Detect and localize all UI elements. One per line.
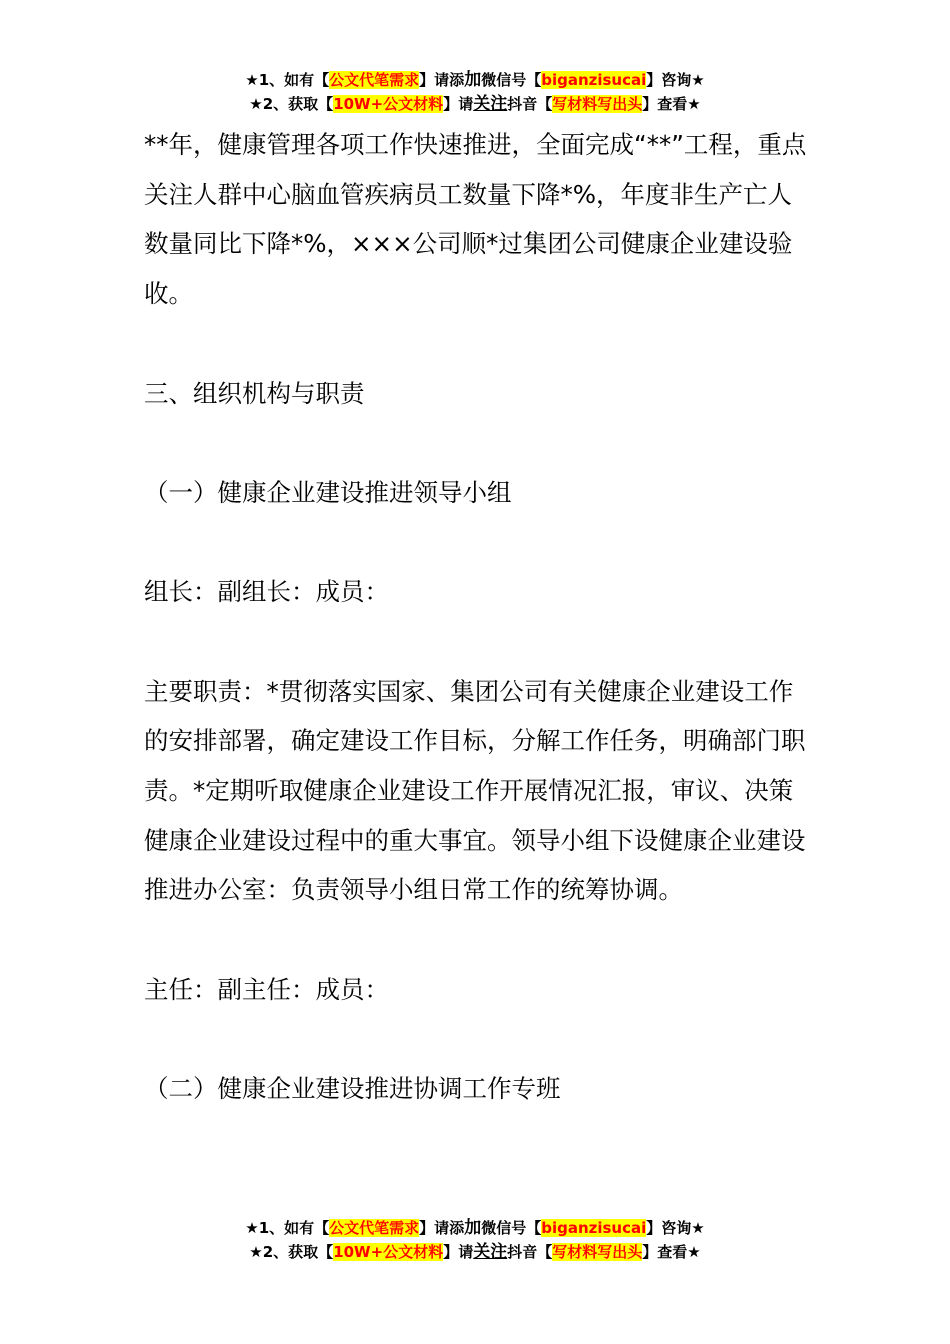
promo-line-1 (0, 68, 950, 92)
promo-wechat-id: biganzisucai (541, 71, 647, 89)
promo-text: 微信号【 (481, 1219, 542, 1237)
promo-highlight: 公文代笔需求 (329, 71, 420, 89)
promo-line-2 (0, 1240, 950, 1264)
paragraph-summary: **年，健康管理各项工作快速推进，全面完成“**”工程，重点关注人群中心脑血管疾病员工数量下降*%，年度非生产亡人数量同比下降*%，×××公司顺*过集团公司健康企业建设验收。 (144, 130, 807, 309)
promo-text: 微信号【 (481, 71, 542, 89)
promo-text: 】请添 (419, 71, 465, 89)
section-heading-organization: 三、组织机构与职责 (144, 378, 365, 408)
paragraph-group-members: 组长：副组长：成员： (144, 577, 389, 607)
promo-highlight: 10W+公文材料 (333, 1243, 444, 1261)
header-promo-banner (0, 68, 950, 116)
promo-text: 】请添 (419, 1219, 465, 1237)
promo-text: 抖音【 (507, 1243, 553, 1261)
paragraph-main-duties: 主要职责：*贯彻落实国家、集团公司有关健康企业建设工作的安排部署，确定建设工作目标，分解工作任务，明确部门职责。*定期听取健康企业建设工作开展情况汇报，审议、决策健康企业建设过程中的重大事宜。领导小组下设健康企业建设推进办公室：负责领导小组日常工作的统筹协调。 (144, 676, 806, 905)
document-body (144, 120, 809, 1114)
promo-emphasis: 加 (464, 70, 482, 90)
promo-highlight: 公文代笔需求 (329, 1219, 420, 1237)
promo-text: ★2、获取【 (249, 95, 334, 113)
promo-text: 】请 (443, 95, 474, 113)
promo-emphasis: 加 (464, 1218, 482, 1238)
promo-text: 抖音【 (507, 95, 553, 113)
promo-wechat-id: biganzisucai (541, 1219, 647, 1237)
promo-text: 】查看★ (642, 95, 701, 113)
promo-emphasis: 关注 (473, 94, 508, 114)
promo-line-1 (0, 1216, 950, 1240)
promo-emphasis: 关注 (473, 1242, 508, 1262)
promo-text: 】请 (443, 1243, 474, 1261)
promo-text: 】咨询★ (646, 71, 705, 89)
promo-text: 】咨询★ (646, 1219, 705, 1237)
subsection-heading-leading-group: （一）健康企业建设推进领导小组 (144, 477, 512, 507)
promo-text: ★1、如有【 (245, 71, 330, 89)
paragraph-office-members: 主任：副主任：成员： (144, 974, 389, 1004)
promo-text: 】查看★ (642, 1243, 701, 1261)
promo-douyin-name: 写材料写出头 (552, 1243, 643, 1261)
promo-text: ★2、获取【 (249, 1243, 334, 1261)
promo-douyin-name: 写材料写出头 (552, 95, 643, 113)
subsection-heading-coordination-team: （二）健康企业建设推进协调工作专班 (144, 1074, 561, 1104)
footer-promo-banner (0, 1216, 950, 1264)
promo-text: ★1、如有【 (245, 1219, 330, 1237)
promo-line-2 (0, 92, 950, 116)
promo-highlight: 10W+公文材料 (333, 95, 444, 113)
